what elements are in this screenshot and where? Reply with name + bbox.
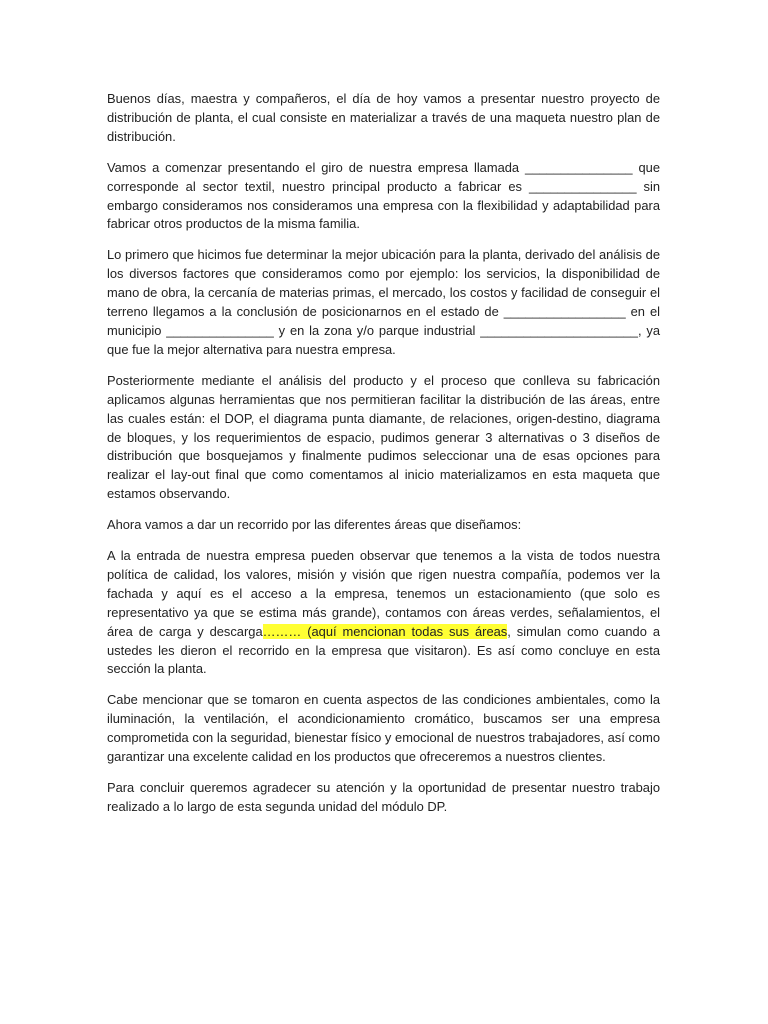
paragraph-tour-intro — [107, 516, 660, 535]
paragraph-text: Lo primero que hicimos fue determinar la mejor ubicación para la planta, derivado del análisis de los diversos factores que consideramos como por ejemplo: los servicios, la disponibilidad de mano de obra, la cercanía de materias primas, el mercado, los costos y facilidad de conseguir el terreno llegamos a la conclusión de posicionarnos en el estado de _________________ en el municipio _______________ y en la zona y/o parque industrial ______________________, ya que fue la mejor alternativa para nuestra empresa. — [107, 247, 660, 357]
paragraph-company — [107, 159, 660, 235]
paragraph-text: Posteriormente mediante el análisis del producto y el proceso que conlleva su fabricación aplicamos algunas herramientas que nos permitieran facilitar la distribución de las áreas, entre las cuales están: el DOP, el diagrama punta diamante, de relaciones, origen-destino, diagrama de bloques, y los requerimientos de espacio, pudimos generar 3 alternativas o 3 diseños de distribución que bosquejamos y finalmente pudimos seleccionar una de esas opciones para realizar el lay-out final que como comentamos al inicio materializamos en esta maqueta que estamos observando. — [107, 372, 660, 502]
paragraph-text: A la entrada de nuestra empresa pueden observar que tenemos a la vista de todos nuestra política de calidad, los valores, misión y visión que rigen nuestra compañía, podemos ver la fachada y aquí es el acceso a la empresa, tenemos un estacionamiento (que solo es representativo ya que se estima más grande), contamos con áreas verdes, señalamientos, el área de carga y descarga — [107, 548, 660, 639]
paragraph-conditions — [107, 691, 660, 767]
highlighted-text: ……… (aquí mencionan todas sus áreas — [262, 623, 508, 639]
paragraph-location — [107, 246, 660, 359]
paragraph-text-continued: , simulan como cuando a ustedes les dieron el recorrido en la empresa que visitaron). Es así como concluye en esta sección la planta. — [107, 623, 660, 677]
document-page — [107, 90, 660, 829]
paragraph-tour — [107, 547, 660, 679]
paragraph-analysis — [107, 372, 660, 504]
paragraph-intro — [107, 90, 660, 147]
paragraph-conclusion — [107, 779, 660, 817]
paragraph-text: Vamos a comenzar presentando el giro de nuestra empresa llamada _______________ que corresponde al sector textil, nuestro principal producto a fabricar es _______________ sin embargo consideramos nos consideramos una empresa con la flexibilidad y adaptabilidad para fabricar otros productos de la misma familia. — [107, 159, 660, 232]
paragraph-text: Buenos días, maestra y compañeros, el día de hoy vamos a presentar nuestro proyecto de distribución de planta, el cual consiste en materializar a través de una maqueta nuestro plan de distribución. — [107, 91, 660, 144]
paragraph-text: Cabe mencionar que se tomaron en cuenta aspectos de las condiciones ambientales, como la iluminación, la ventilación, el acondicionamiento cromático, buscamos ser una empresa comprometida con la seguridad, bienestar físico y emocional de nuestros trabajadores, así como garantizar una excelente calidad en los productos que ofreceremos a nuestros clientes. — [107, 692, 660, 765]
paragraph-text: Para concluir queremos agradecer su atención y la oportunidad de presentar nuestro trabajo realizado a lo largo de esta segunda unidad del módulo DP. — [107, 780, 660, 814]
paragraph-text: Ahora vamos a dar un recorrido por las diferentes áreas que diseñamos: — [107, 517, 522, 533]
